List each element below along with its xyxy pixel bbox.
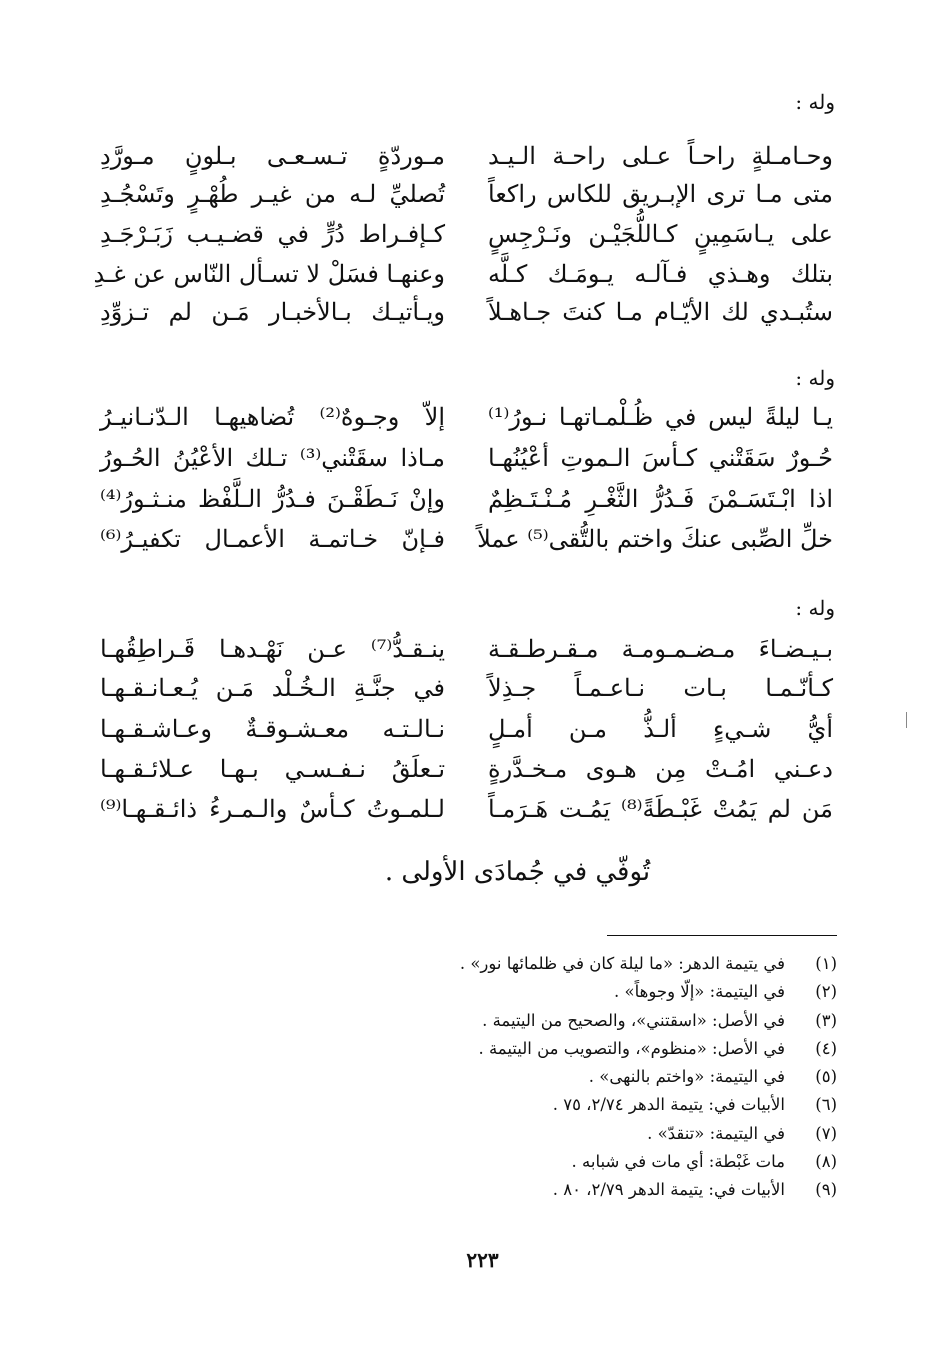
verse: [0, 790, 925, 828]
second-hemistich: وإنْ نَـطَقْـنَ فـدُرُّ الـلَّفْظ منـثـورُ⁽⁴⁾: [100, 485, 445, 513]
verse: [0, 398, 925, 436]
first-hemistich: مَن لم يَمُتْ غَبْـطَةً⁽⁸⁾ يَمُـت هَـرَمـاً: [488, 795, 833, 823]
poem-2-intro: وله :: [795, 366, 835, 390]
footnote-text: الأبيات في: يتيمة الدهر ٢/٧٩، ٨٠ .: [552, 1180, 785, 1200]
footnote: [237, 978, 837, 1006]
verse: [0, 439, 925, 477]
verse: [0, 669, 925, 707]
verse: [0, 215, 925, 253]
verse: [0, 630, 925, 668]
verse: [0, 293, 925, 331]
footnote-text: في يتيمة الدهر: «ما ليلة كان في ظلمائها نور» .: [459, 954, 785, 973]
verse: [0, 750, 925, 788]
second-hemistich: ينـقـدُّ⁽⁷⁾ عـن نَهْـدهـا قَـراطِقُهـا: [100, 635, 445, 663]
first-hemistich: كـأنّـمـا بـات نـاعـمـاً جـذِلاً: [488, 674, 833, 702]
first-hemistich: بـيـضـاءَ مـضـمـومـة مـقـرطـقـة: [488, 635, 833, 663]
second-hemistich: تـعلَقُ نـفـسـي بـهـا عـلائـقـهـا: [100, 755, 445, 783]
second-hemistich: لـلمـوتُ كـأسٌ والـمـرءُ ذائـقـهـا⁽⁹⁾: [100, 795, 445, 823]
first-hemistich: أيُّ شـيءٍ ألـذُّ مـن أمـلٍ: [488, 715, 833, 743]
margin-mark: [906, 712, 907, 728]
footnote-text: في اليتيمة: «تنقدّ» .: [647, 1123, 785, 1143]
first-hemistich: خلِّ الصِّبى عنكَ واختم بالتُّقى⁽⁵⁾ عملاً: [477, 525, 833, 553]
footnote-number: (١): [815, 954, 837, 973]
footnote-text: في اليتيمة: «واختم بالنهى» .: [588, 1067, 785, 1087]
footnote: [237, 1091, 837, 1119]
first-hemistich: بتلك وهـذي فـآلـه يـومَـك كـلَّه: [488, 260, 833, 288]
footnote-number: (٢): [815, 982, 837, 1002]
footnote-divider: [607, 935, 837, 936]
footnote-number: (٥): [815, 1067, 837, 1087]
second-hemistich: ويـأتيـك بـالأخبـار مَـن لم تـزوِّدِ: [100, 298, 445, 326]
footnote: [237, 1176, 837, 1204]
poem-1-intro: وله :: [795, 90, 835, 114]
second-hemistich: مـاذا سقَتْني⁽³⁾ تـلك الأعْيُنُ الحُـورُ: [100, 444, 445, 472]
footnote: [237, 1035, 837, 1063]
verse: [0, 480, 925, 518]
second-hemistich: فـإنّ خـاتمـة الأعمـال تكفيـرُ⁽⁶⁾: [100, 525, 445, 553]
verse: [0, 175, 925, 213]
second-hemistich: مـوردّةٍ تـسـعـى بـلونٍ مـورَّدِ: [100, 142, 445, 170]
verse: [0, 520, 925, 558]
poem-3-intro: وله :: [795, 596, 835, 620]
footnote: [237, 1148, 837, 1176]
footnote: [237, 1007, 837, 1035]
second-hemistich: تُصليِّ لـه من غيـر طُهْـرٍ وتَسْجُـدِ: [100, 180, 445, 208]
verse: [0, 255, 925, 293]
footnote-number: (٣): [815, 1010, 837, 1030]
footnote-text: الأبيات في: يتيمة الدهر ٢/٧٤، ٧٥ .: [552, 1095, 785, 1115]
footnote-text: في الأصل: «منظوم»، والتصويب من اليتيمة .: [478, 1038, 785, 1058]
closing-line: تُوفّي في جُمادَى الأولى .: [384, 857, 651, 887]
second-hemistich: وعنهـا فسَلْ لا تسـأل النّاس عن غـدِ: [93, 260, 445, 288]
footnote-number: (٦): [815, 1095, 837, 1115]
verse: [0, 137, 925, 175]
page-number: ٢٢٣: [466, 1248, 499, 1272]
first-hemistich: اذا ابْـتَسَـمْنَ فَـدُرُّ الثَّغْـرِ مُـنْـتَـظِمٌ: [488, 485, 833, 513]
first-hemistich: متى مـا ترى الإبـريق للكاس راكعاً: [488, 180, 833, 208]
first-hemistich: دعـني امُـتْ مِن هـوى مـخـدَّرةٍ: [488, 755, 833, 783]
footnote-text: مات غَبْطة: أي مات في شبابه .: [571, 1152, 785, 1172]
first-hemistich: حُـورٌ سَقَتْني كـأسَ الـموتِ أعْيُنُهـا: [488, 444, 833, 472]
footnote-text: في الأصل: «اسقتني»، والصحيح من اليتيمة .: [482, 1010, 785, 1030]
second-hemistich: في جنَّـةِ الـخُـلْد مَـن يُـعـانـقـهـا: [100, 674, 445, 702]
footnote-number: (٨): [815, 1152, 837, 1172]
first-hemistich: على يـاسَمِينٍ كـاللُّجَيْـن ونَـرْجِسٍ: [488, 220, 833, 248]
footnote-text: في اليتيمة: «إلّا وجوهاً» .: [614, 982, 785, 1002]
footnotes: [237, 950, 837, 1205]
footnote: [237, 1120, 837, 1148]
second-hemistich: إلاّ وجـوهٌ⁽²⁾ تُضاهيهـا الـدّنـانيـرُ: [100, 403, 445, 431]
first-hemistich: وحـامـلةٍ راحـاً عـلى راحـة الـيـد: [488, 142, 833, 170]
footnote: [237, 1063, 837, 1091]
footnote: [237, 950, 837, 978]
first-hemistich: ستُبـدي لك الأيّـام مـا كنتَ جـاهـلاً: [488, 298, 833, 326]
second-hemistich: نـالـتـه معـشـوقـةٌ وعـاشـقـهـا: [100, 715, 445, 743]
footnote-number: (٩): [815, 1180, 837, 1200]
footnote-number: (٧): [815, 1123, 837, 1143]
footnote-number: (٤): [815, 1038, 837, 1058]
verse: [0, 710, 925, 748]
second-hemistich: كـإفـراط دُرٍّ في قضـيـب زَبَـرْجَـدِ: [100, 220, 445, 248]
first-hemistich: يـا ليلةً ليس في ظُـلْمـاتهـا نـورُ⁽¹⁾: [488, 403, 833, 431]
